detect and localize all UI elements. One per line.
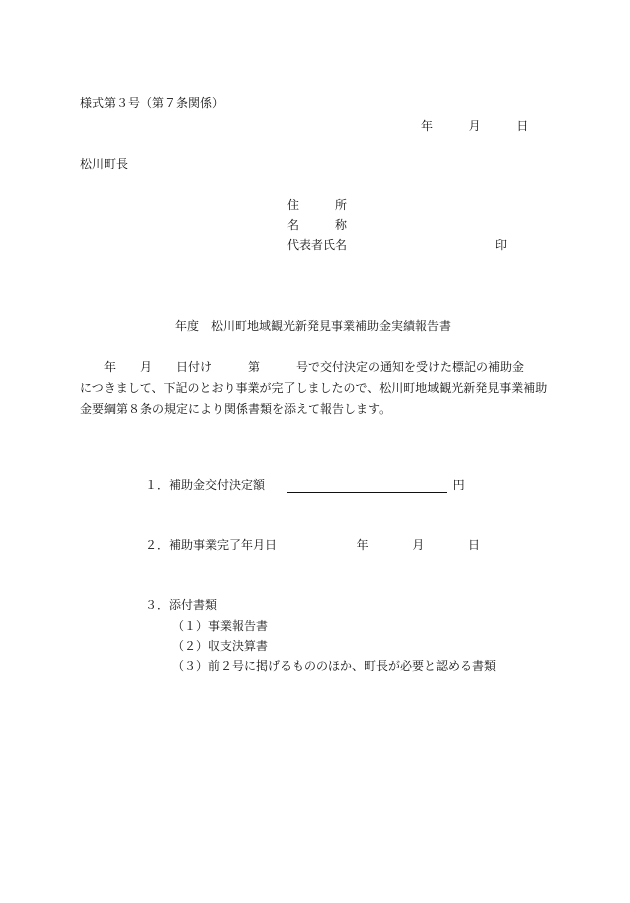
item-completion-date <box>145 537 480 553</box>
representative-label: 代表者氏名 <box>287 238 348 252</box>
applicant-block <box>287 195 517 255</box>
attachment-list <box>172 616 496 676</box>
grant-amount-field[interactable] <box>287 478 447 493</box>
body-line-2: につきまして、下記のとおり事業が完了しましたので、松川町地域観光新発見事業補助 <box>80 381 548 395</box>
item2-label: ２．補助事業完了年月日 <box>145 538 278 552</box>
item1-unit: 円 <box>452 478 465 492</box>
attachment-item: （１）事業報告書 <box>172 619 269 633</box>
applicant-address-row <box>287 195 517 215</box>
date-line <box>421 118 528 134</box>
item-attachments: ３．添付書類 <box>145 598 218 612</box>
item-grant-amount <box>145 477 465 493</box>
seal-mark: 印 <box>495 238 508 252</box>
item2-day: 日 <box>468 538 481 552</box>
body-line-3: 金要綱第８条の規定により関係書類を添えて報告します。 <box>80 402 392 416</box>
applicant-name-row <box>287 215 517 235</box>
date-day: 日 <box>516 119 529 133</box>
addressee: 松川町長 <box>80 157 129 171</box>
item2-year: 年 <box>356 538 369 552</box>
body-line-1: 年 月 日付け 第 号で交付決定の通知を受けた標記の補助金 <box>80 360 525 374</box>
body-paragraph <box>80 357 550 420</box>
item1-label: １．補助金交付決定額 <box>145 478 266 492</box>
date-month: 月 <box>468 119 481 133</box>
form-number: 様式第３号（第７条関係） <box>80 96 225 110</box>
attachment-item: （２）収支決算書 <box>172 639 269 653</box>
applicant-representative-row <box>287 235 517 255</box>
item2-month: 月 <box>412 538 425 552</box>
date-year: 年 <box>421 119 434 133</box>
attachment-item: （３）前２号に掲げるもののほか、町長が必要と認める書類 <box>172 659 497 673</box>
address-label: 住 所 <box>287 198 348 212</box>
document-title: 年度 松川町地域観光新発見事業補助金実績報告書 <box>175 319 452 333</box>
name-label: 名 称 <box>287 218 348 232</box>
